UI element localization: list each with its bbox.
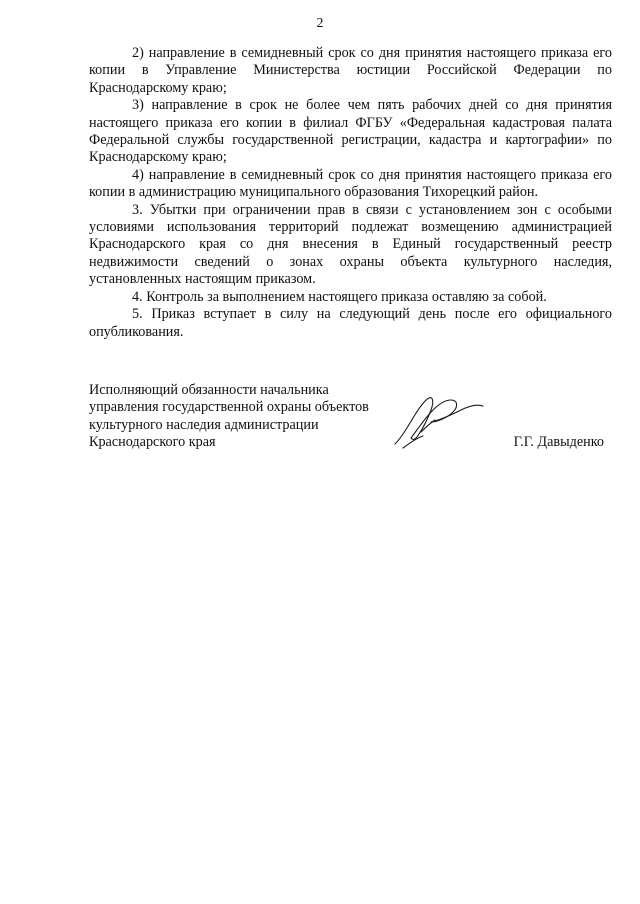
position-line: управления государственной охраны объектов bbox=[89, 399, 369, 416]
document-body bbox=[89, 45, 612, 341]
paragraph-point-3: 3. Убытки при ограничении прав в связи с установлением зон с особыми условиями использования территорий подлежат возмещению администрацией Краснодарского края со дня внесения в Единый государственный реестр недвижимости сведений о зонах охраны объекта культурного наследия, установленных настоящим приказом. bbox=[89, 201, 612, 288]
position-line: культурного наследия администрации bbox=[89, 416, 319, 433]
paragraph-item-2: 2) направление в семидневный срок со дня принятия настоящего приказа его копии в Управление Министерства юстиции Российской Федерации по Краснодарскому краю; bbox=[89, 45, 612, 96]
handwritten-signature-icon bbox=[391, 388, 487, 452]
signature-block bbox=[89, 382, 612, 462]
signatory-position bbox=[89, 382, 369, 452]
paragraph-item-4: 4) направление в семидневный срок со дня принятия настоящего приказа его копии в администрацию муниципального образования Тихорецкий район. bbox=[89, 166, 612, 201]
paragraph-item-3: 3) направление в срок не более чем пять рабочих дней со дня принятия настоящего приказа его копии в филиал ФГБУ «Федеральная кадастровая палата Федеральной службы государственной регистрации, кадастра и картографии» по Краснодарскому краю; bbox=[89, 97, 612, 166]
page-number: 2 bbox=[316, 16, 324, 31]
signatory-name: Г.Г. Давыденко bbox=[513, 434, 604, 450]
paragraph-point-5: 5. Приказ вступает в силу на следующий день после его официального опубликования. bbox=[89, 306, 612, 340]
position-line: Исполняющий обязанности начальника bbox=[89, 382, 329, 398]
position-line: Краснодарского края bbox=[89, 434, 216, 451]
paragraph-point-4: 4. Контроль за выполнением настоящего приказа оставляю за собой. bbox=[132, 288, 547, 305]
